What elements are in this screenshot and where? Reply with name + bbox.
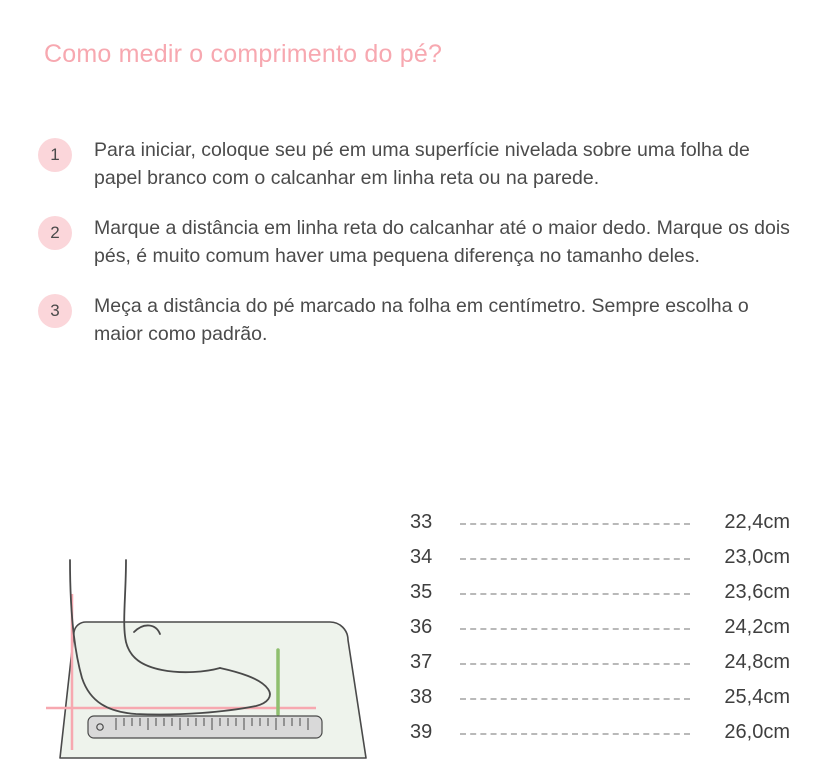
length-value: 25,4cm: [724, 686, 790, 708]
dotted-leader: [460, 593, 690, 595]
steps-list: [38, 136, 798, 370]
step-text: Para iniciar, coloque seu pé em uma superfície nivelada sobre uma folha de papel branco com o calcanhar em linha reta ou na parede.: [94, 139, 750, 189]
step-text: Marque a distância em linha reta do calcanhar até o maior dedo. Marque os dois pés, é muito comum haver uma pequena diferença no tamanho deles.: [94, 217, 790, 267]
size-value: 39: [410, 721, 433, 743]
size-value: 36: [410, 616, 433, 638]
size-value: 34: [410, 546, 433, 568]
size-value: 38: [410, 686, 433, 708]
dotted-leader: [460, 628, 690, 630]
dotted-leader: [460, 733, 690, 735]
list-item: [38, 292, 798, 348]
table-row: [410, 540, 790, 575]
step-text: Meça a distância do pé marcado na folha em centímetro. Sempre escolha o maior como padrão.: [94, 295, 749, 345]
length-value: 24,8cm: [724, 651, 790, 673]
length-value: 26,0cm: [724, 721, 790, 743]
size-value: 35: [410, 581, 433, 603]
size-value: 37: [410, 651, 433, 673]
length-value: 23,0cm: [724, 546, 790, 568]
size-chart: [410, 505, 790, 750]
length-value: 23,6cm: [724, 581, 790, 603]
length-value: 24,2cm: [724, 616, 790, 638]
size-value: 33: [410, 511, 433, 533]
table-row: [410, 715, 790, 750]
table-row: [410, 680, 790, 715]
table-row: [410, 645, 790, 680]
step-number-badge: 2: [38, 216, 72, 250]
table-row: [410, 610, 790, 645]
step-number-badge: 1: [38, 138, 72, 172]
dotted-leader: [460, 663, 690, 665]
foot-on-paper-icon: [30, 500, 400, 762]
page-title: Como medir o comprimento do pé?: [44, 40, 443, 68]
table-row: [410, 505, 790, 540]
list-item: [38, 214, 798, 270]
dotted-leader: [460, 523, 690, 525]
length-value: 22,4cm: [724, 511, 790, 533]
dotted-leader: [460, 698, 690, 700]
table-row: [410, 575, 790, 610]
step-number-badge: 3: [38, 294, 72, 328]
foot-measure-illustration: [30, 500, 400, 762]
list-item: [38, 136, 798, 192]
dotted-leader: [460, 558, 690, 560]
